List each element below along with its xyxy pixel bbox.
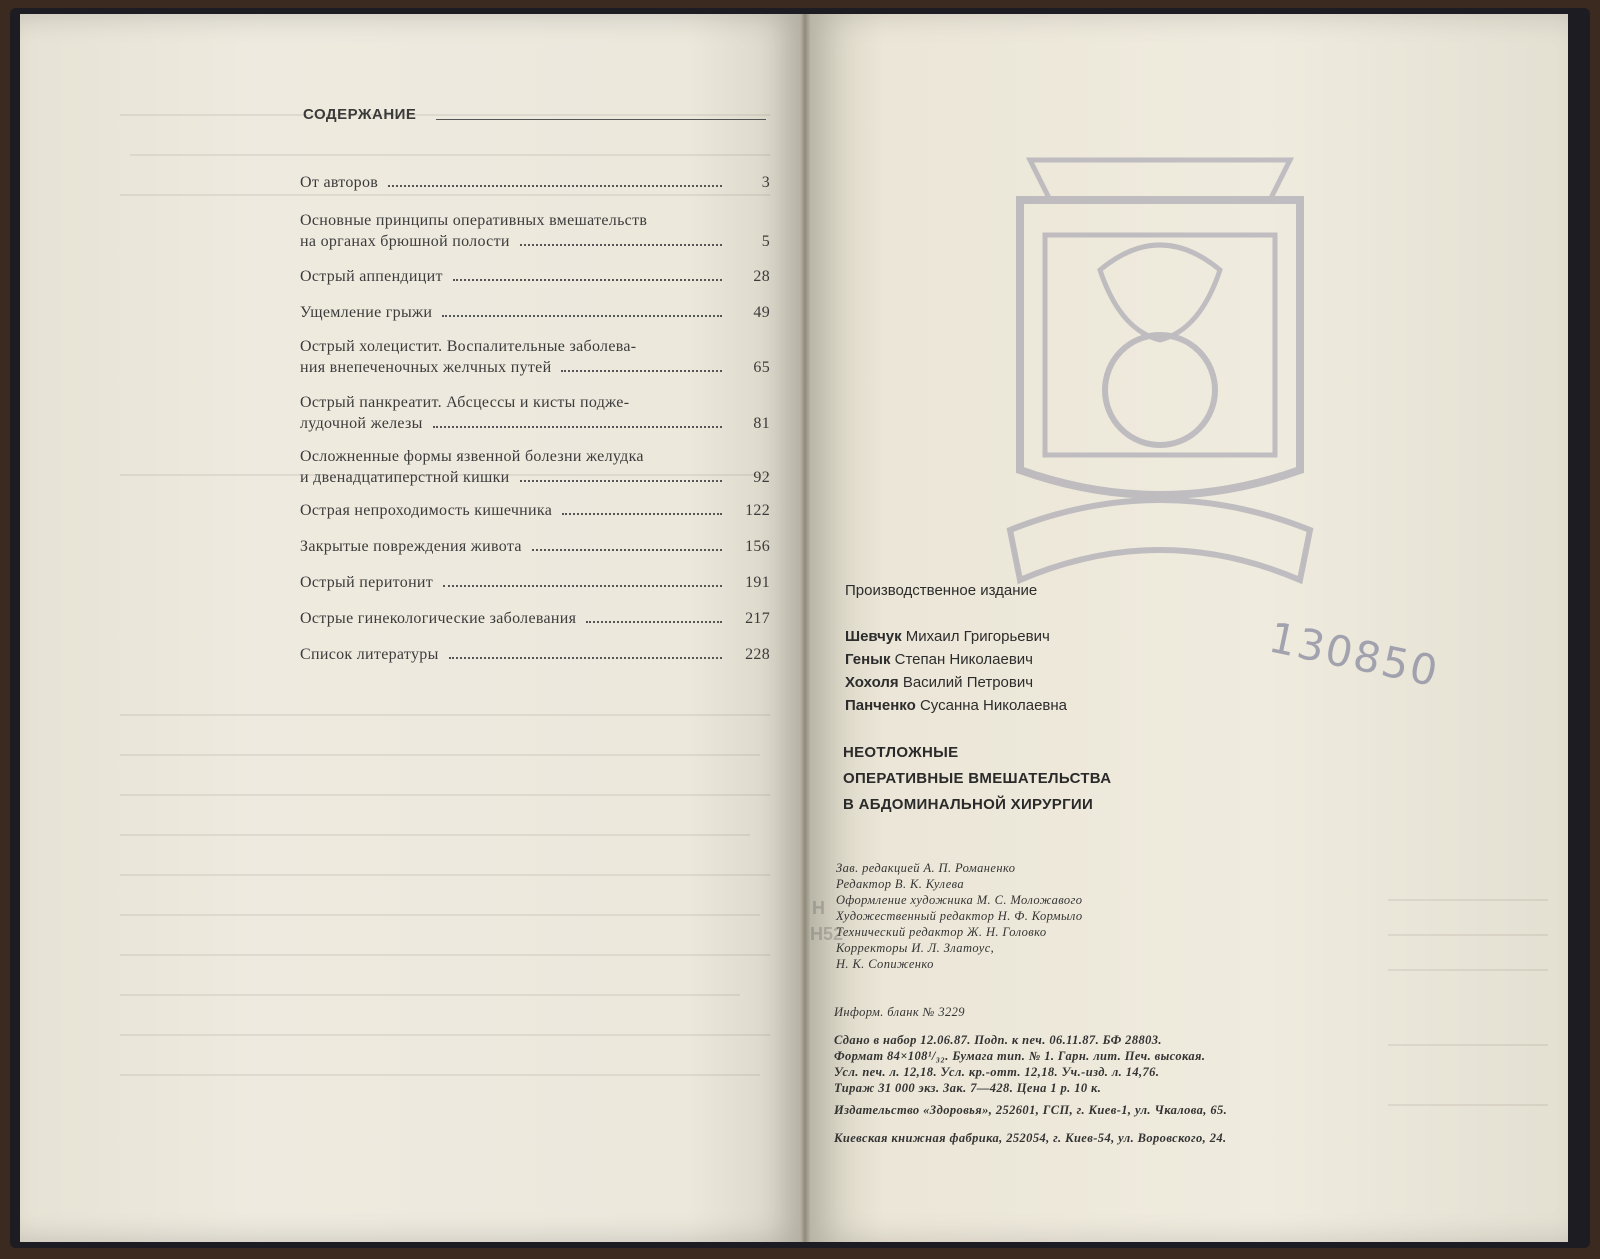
show-through-letter: Н <box>812 898 825 918</box>
toc-entry <box>300 336 770 378</box>
credit-line: Н. К. Сопиженко <box>836 957 934 971</box>
credit-line: Художественный редактор Н. Ф. Кормыло <box>836 909 1083 923</box>
toc-entry <box>300 446 770 488</box>
handwritten-inventory-number: 130850 <box>1264 612 1444 697</box>
credit-line: Технический редактор Ж. Н. Головко <box>836 925 1047 939</box>
print-info-line: Формат 84×108¹/₃₂. Бумага тип. № 1. Гарн. лит. Печ. высокая. <box>834 1049 1206 1063</box>
toc-entry-text: и двенадцатиперстной кишки <box>300 469 510 486</box>
toc-heading-rule <box>436 119 766 120</box>
toc-leader-dots <box>449 657 722 659</box>
credit-line: Корректоры И. Л. Златоус, <box>836 941 995 955</box>
toc-page-number: 217 <box>745 610 770 627</box>
author-surname: Панченко <box>845 697 916 714</box>
toc-entry-text: Ущемление грыжи <box>300 304 433 321</box>
toc-entry-text: лудочной железы <box>300 415 423 432</box>
author-line <box>845 628 1050 645</box>
author-surname: Генык <box>845 651 891 668</box>
toc-page-number: 228 <box>745 646 770 663</box>
toc-page-number: 156 <box>745 538 770 555</box>
credit-line: Редактор В. К. Кулева <box>836 877 965 891</box>
toc-entry-text: Острый холецистит. Воспалительные заболева- <box>300 338 637 355</box>
toc-leader-dots <box>562 513 722 515</box>
credit-line: Оформление художника М. С. Моложавого <box>836 893 1083 907</box>
author-given-names: Михаил Григорьевич <box>905 628 1050 645</box>
inform-blank: Информ. бланк № 3229 <box>834 1005 965 1019</box>
title-line: НЕОТЛОЖНЫЕ <box>843 744 959 761</box>
toc-entry-text: Острая непроходимость кишечника <box>300 502 553 519</box>
toc-entry-text: на органах брюшной полости <box>300 233 510 250</box>
print-info-line: Тираж 31 000 экз. Зак. 7—428. Цена 1 р. 10 к. <box>834 1081 1102 1095</box>
author-line <box>845 674 1033 691</box>
author-given-names: Василий Петрович <box>902 674 1034 691</box>
toc-entry-text: Основные принципы оперативных вмешательств <box>300 212 648 229</box>
toc-entry <box>300 572 770 593</box>
toc-entry-text: Острый панкреатит. Абсцессы и кисты подже- <box>300 394 630 411</box>
toc-leader-dots <box>388 185 722 187</box>
toc-page-number: 122 <box>745 502 770 519</box>
toc-page-number: 191 <box>745 574 770 591</box>
toc-entry-text: Острый аппендицит <box>300 268 443 285</box>
toc-leader-dots <box>442 315 722 317</box>
book-title <box>843 740 1111 818</box>
toc-leader-dots <box>453 279 722 281</box>
author-line <box>845 697 1067 714</box>
toc-leader-dots <box>561 370 722 372</box>
author-surname: Шевчук <box>845 628 902 645</box>
title-line: ОПЕРАТИВНЫЕ ВМЕШАТЕЛЬСТВА <box>843 770 1112 787</box>
toc-page-number: 49 <box>753 304 770 321</box>
toc-leader-dots <box>443 585 722 587</box>
show-through-code: Н52 <box>810 924 844 944</box>
toc-page-number: 28 <box>753 268 770 285</box>
print-info-line: Сдано в набор 12.06.87. Подп. к печ. 06.11.87. БФ 28803. <box>834 1033 1162 1047</box>
toc-leader-dots <box>520 244 722 246</box>
toc-entry <box>300 536 770 557</box>
toc-entry-text: Список литературы <box>300 646 439 663</box>
toc-entry <box>300 608 770 629</box>
print-info <box>834 1032 1205 1096</box>
title-line: В АБДОМИНАЛЬНОЙ ХИРУРГИИ <box>843 796 1094 813</box>
toc-leader-dots <box>532 549 722 551</box>
author-given-names: Сусанна Николаевна <box>919 697 1068 714</box>
toc-page-number: 92 <box>753 469 770 486</box>
toc-entry <box>300 210 770 252</box>
author-given-names: Степан Николаевич <box>894 651 1033 668</box>
toc-leader-dots <box>586 621 722 623</box>
toc-heading: СОДЕРЖАНИЕ <box>303 106 417 123</box>
toc-entry-text: Осложненные формы язвенной болезни желудка <box>300 448 644 465</box>
toc-page-number: 5 <box>761 233 770 250</box>
toc-page-number: 81 <box>753 415 770 432</box>
printer-address: Киевская книжная фабрика, 252054, г. Киев-54, ул. Воровского, 24. <box>834 1131 1227 1145</box>
book-spine <box>800 14 810 1242</box>
author-surname: Хохоля <box>845 674 899 691</box>
toc-entry-text: Острые гинекологические заболевания <box>300 610 577 627</box>
publisher-address: Издательство «Здоровья», 252601, ГСП, г. Киев-1, ул. Чкалова, 65. <box>834 1103 1228 1117</box>
toc-entry <box>300 644 770 665</box>
toc-entry <box>300 266 770 287</box>
toc-entry-text: Острый перитонит <box>300 574 434 591</box>
toc-entry-text: Закрытые повреждения живота <box>300 538 522 555</box>
toc-entry <box>300 302 770 323</box>
library-stamp <box>1000 140 1320 600</box>
toc-entry <box>300 392 770 434</box>
toc-entry <box>300 500 770 521</box>
toc-entry-text: ния внепеченочных желчных путей <box>300 359 552 376</box>
edition-type: Производственное издание <box>845 582 1038 599</box>
toc-page-number: 65 <box>753 359 770 376</box>
print-info-line: Усл. печ. л. 12,18. Усл. кр.-отт. 12,18. Уч.-изд. л. 14,76. <box>834 1065 1160 1079</box>
toc-leader-dots <box>433 426 722 428</box>
editorial-credits <box>836 860 1083 972</box>
credit-line: Зав. редакцией А. П. Романенко <box>836 861 1016 875</box>
toc-page-number: 3 <box>761 174 770 191</box>
toc-leader-dots <box>520 480 722 482</box>
toc-entry-text: От авторов <box>300 174 379 191</box>
toc-entry <box>300 172 770 193</box>
author-line <box>845 651 1033 668</box>
